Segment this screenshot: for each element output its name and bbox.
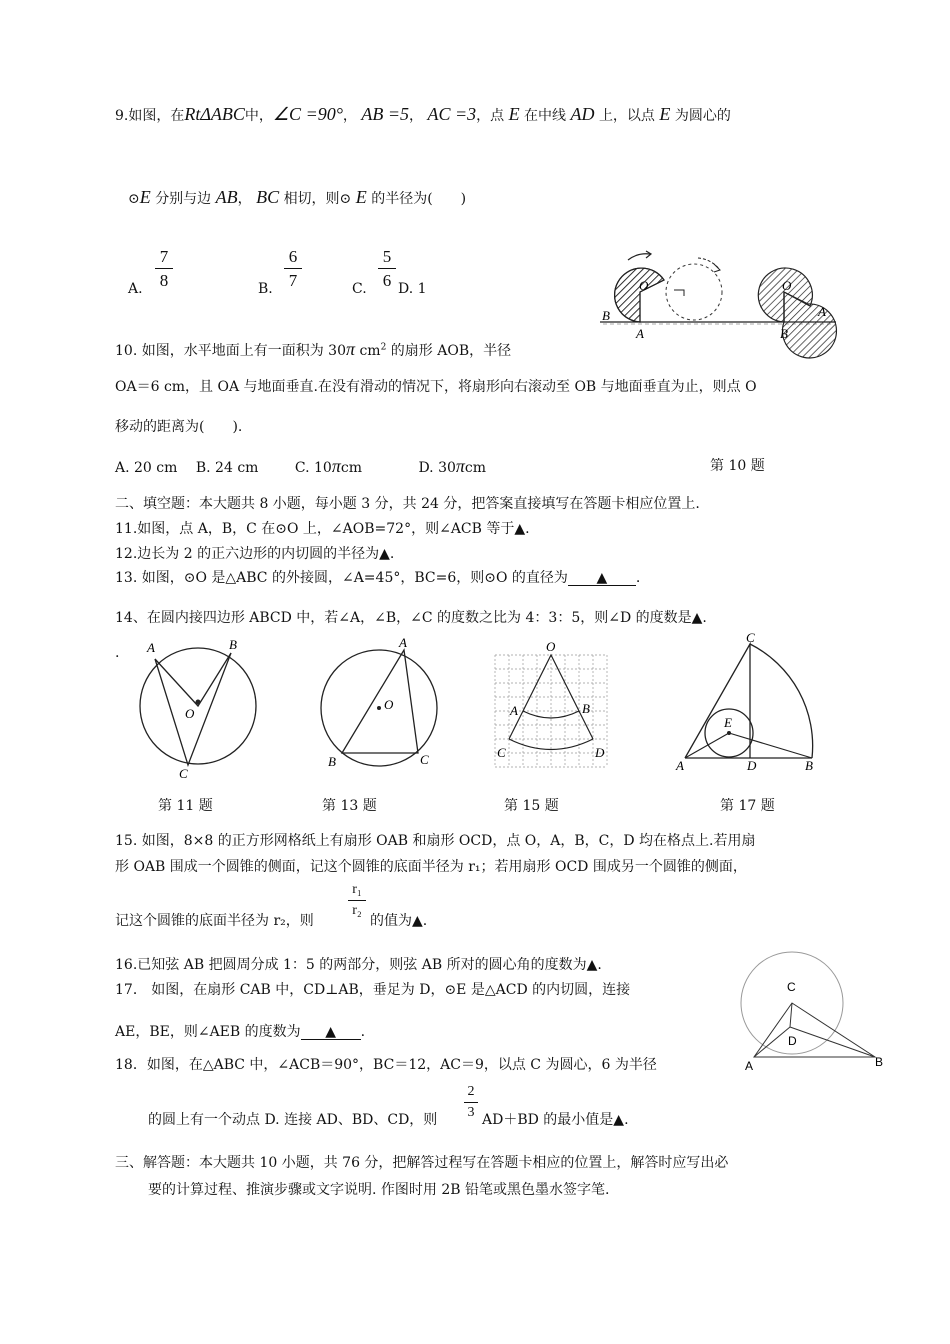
q9-e: E	[139, 187, 151, 207]
fig-label: C	[420, 752, 429, 767]
fig-label: B	[328, 754, 336, 769]
fraction-denominator: 3	[467, 1105, 475, 1120]
q9-line1	[115, 105, 731, 123]
q17-body: AE，BE，则∠AEB 的度数为	[115, 1024, 301, 1040]
q9-e: E	[355, 187, 367, 207]
fraction-numerator: 5	[382, 247, 392, 266]
q10-options	[115, 457, 486, 475]
q9-triangle: RtΔABC	[184, 104, 245, 124]
q14-text: 14、在圆内接四边形 ABCD 中，若∠A，∠B，∠C 的度数之比为 4：3：5，则∠D 的度数是▲.	[115, 610, 707, 626]
q9-ab: AB =5	[361, 104, 410, 124]
q9-text: ，	[237, 191, 252, 207]
q18-fraction	[464, 1085, 478, 1120]
fig13-diagram	[312, 636, 452, 776]
q10-caption: 第 10 题	[710, 458, 765, 474]
fig-label: A	[676, 758, 684, 773]
fig-label: A	[399, 635, 407, 650]
q9-option-a-label: A.	[128, 281, 143, 297]
q10-text: 的扇形 AOB，半径	[386, 343, 512, 359]
fraction-denominator: 7	[288, 271, 298, 290]
fig-label: O	[639, 278, 649, 293]
fig15-caption: 第 15 题	[504, 798, 559, 814]
fig-label: E	[724, 715, 732, 730]
q9-text: 的半径为( )	[371, 191, 467, 207]
section-3-line2: 要的计算过程、推演步骤或文字说明. 作图时用 2B 铅笔或黑色墨水签字笔.	[148, 1182, 610, 1198]
fraction-numerator: 2	[467, 1084, 475, 1099]
fig-label: A	[818, 304, 826, 319]
q9-line2	[128, 188, 466, 206]
q15-line3: 记这个圆锥的底面半径为 r₂，则	[115, 913, 314, 929]
fig15-diagram	[490, 639, 615, 770]
q15-line1: 15. 如图，8×8 的正方形网格纸上有扇形 OAB 和扇形 OCD，点 O，A，B，C，D 均在格点上.若用扇	[115, 833, 756, 849]
q15-line2: 形 OAB 围成一个圆锥的侧面，记这个圆锥的底面半径为 r₁；若用扇形 OCD 围成另一个圆锥的侧面，	[115, 859, 747, 875]
q9-text: 为圆心的	[674, 108, 731, 124]
q9-ac: AC =3	[427, 104, 477, 124]
q9-option-d-label: D. 1	[398, 281, 427, 297]
q9-text: 在中线	[524, 108, 567, 124]
q9-text: 上，以点	[598, 108, 655, 124]
rolling-path-circle	[666, 264, 722, 320]
q9-text: 分别与边	[155, 191, 212, 207]
q13-body: 13. 如图，⊙O 是△ABC 的外接圆，∠A=45°，BC=6，则⊙O 的直径为	[115, 570, 568, 586]
fig-label: A	[510, 703, 518, 718]
fig-label: B	[602, 308, 610, 323]
fig-label: A	[636, 326, 644, 341]
q9-text: ，点	[476, 108, 505, 124]
answer-blank: ▲	[301, 1025, 361, 1040]
fig-label: D	[747, 758, 757, 773]
fig-label: O	[384, 697, 394, 712]
fig-label: C	[746, 630, 755, 645]
fig11-diagram	[135, 637, 265, 781]
fig-label: C	[179, 766, 188, 781]
q16-text: 16.已知弦 AB 把圆周分成 1：5 的两部分，则弦 AB 所对的圆心角的度数为▲.	[115, 957, 602, 973]
fig-label: B	[780, 326, 788, 341]
q10-option-d: D. 30	[418, 460, 456, 476]
q9-ad: AD	[570, 104, 595, 124]
fig11-caption: 第 11 题	[158, 798, 213, 814]
q10-text: 10. 如图，水平地面上有一面积为 30	[115, 343, 346, 359]
fig-label: D	[595, 745, 605, 760]
q15-fraction	[348, 883, 366, 918]
q9-text: 中，	[244, 108, 273, 124]
answer-blank: ▲	[568, 571, 636, 586]
q15-line3-end: 的值为▲.	[370, 913, 428, 929]
q18-line2: 的圆上有一个动点 D. 连接 AD、BD、CD，则	[148, 1112, 438, 1128]
section-2-heading: 二、填空题：本大题共 8 小题，每小题 3 分，共 24 分，把答案直接填写在答题卡相应位置上.	[115, 496, 700, 512]
q9-option-c-label: C.	[352, 281, 367, 297]
q10-line1	[115, 340, 511, 358]
fig-label: A	[147, 640, 155, 655]
fig13-caption: 第 13 题	[322, 798, 377, 814]
fig-label: C	[497, 745, 506, 760]
fig-label: B	[582, 701, 590, 716]
q12-text: 12.边长为 2 的正六边形的内切圆的半径为▲.	[115, 546, 395, 562]
fig-label: D	[788, 1034, 797, 1048]
fig17-caption: 第 17 题	[720, 798, 775, 814]
q9-option-b-fraction	[284, 248, 302, 289]
q9-e: E	[659, 104, 671, 124]
fig17-diagram	[672, 630, 822, 776]
q10-superscript: 2	[380, 342, 387, 353]
q10-option-b: B. 24 cm	[195, 460, 259, 476]
q9-text: ，	[409, 108, 424, 124]
q9-e: E	[508, 104, 520, 124]
fig-label: B	[229, 637, 237, 652]
fraction-denominator: 6	[382, 271, 392, 290]
q10-option-a: A. 20 cm	[115, 460, 178, 476]
q9-option-c-fraction	[378, 248, 396, 289]
q9-option-b-label: B.	[258, 281, 273, 297]
q13-end: .	[635, 570, 641, 586]
q9-text: ⊙	[128, 191, 140, 207]
q9-text: 9.如图，在	[115, 108, 185, 124]
q9-text: 相切，则⊙	[283, 191, 352, 207]
q10-text: cm	[355, 343, 381, 359]
q9-ab-side: AB	[215, 187, 238, 207]
fig-label: O	[546, 639, 556, 654]
q9-angle-c: ∠C =90°	[272, 104, 343, 124]
fig-label: B	[875, 1055, 884, 1069]
q17-end: .	[360, 1024, 366, 1040]
fig-label: O	[185, 706, 195, 721]
q10-option-d-unit: cm	[464, 460, 487, 476]
q9-option-a-fraction	[155, 248, 173, 289]
fraction-denominator: 8	[159, 271, 169, 290]
section-3-line1: 三、解答题：本大题共 10 小题，共 76 分，把解答过程写在答题卡相应的位置上，解答时应写出必	[115, 1155, 729, 1171]
q10-line3: 移动的距离为( ).	[115, 419, 243, 435]
q17-line1: 17． 如图，在扇形 CAB 中，CD⊥AB，垂足为 D，⊙E 是△ACD 的内切圆，连接	[115, 982, 631, 998]
fig-label: C	[787, 980, 796, 994]
fig-label: O	[782, 278, 792, 293]
pi-symbol: π	[455, 456, 465, 476]
q18-line1: 18．如图，在△ABC 中，∠ACB＝90°，BC＝12，AC＝9，以点 C 为圆心，6 为半径	[115, 1057, 657, 1073]
q14-dot: .	[115, 645, 120, 661]
q11-text: 11.如图，点 A，B，C 在⊙O 上，∠AOB=72°，则∠ACB 等于▲.	[115, 521, 530, 537]
q10-option-c: C. 10	[294, 460, 332, 476]
q10-option-c-unit: cm	[340, 460, 362, 476]
q10-line2: OA＝6 cm，且 OA 与地面垂直.在没有滑动的情况下，将扇形向右滚动至 OB 与地面垂直为止，则点 O	[115, 379, 757, 395]
q9-text: ，	[342, 108, 357, 124]
fig-label: A	[745, 1059, 754, 1073]
fraction-numerator: r₁	[352, 882, 362, 897]
fraction-numerator: 6	[288, 247, 298, 266]
fraction-numerator: 7	[159, 247, 169, 266]
q17-line2	[115, 1025, 365, 1040]
q9-bc-side: BC	[256, 187, 280, 207]
pi-symbol: π	[331, 456, 341, 476]
pi-symbol: π	[345, 339, 356, 359]
q13-text	[115, 571, 640, 586]
fraction-denominator: r₂	[352, 903, 362, 918]
q10-figure	[598, 250, 838, 340]
fig-label: B	[805, 758, 813, 773]
fig18-diagram	[740, 945, 890, 1085]
q18-line2-end: AD＋BD 的最小值是▲.	[482, 1112, 629, 1128]
